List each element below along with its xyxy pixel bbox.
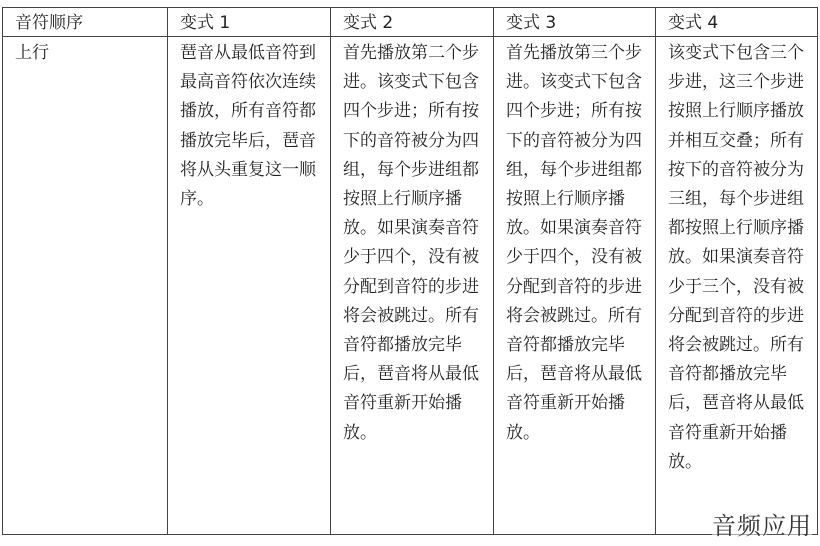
- cell-variant-3-text: 首先播放第三个步进。该变式下包含四个步进；所有按下的音符被分为四组，每个步进组都按照上行顺序播放。如果演奏音符少于四个，没有被分配到音符的步进将会被跳过。所有音符都播放完毕后，琶音将从最低音符重新开始播放。: [506, 43, 642, 443]
- table-header-row: [3, 8, 818, 37]
- cell-variant-2-text: 首先播放第二个步进。该变式下包含四个步进；所有按下的音符被分为四组，每个步进组都按照上行顺序播放。如果演奏音符少于四个，没有被分配到音符的步进将会被跳过。所有音符都播放完毕后，琶音将从最低音符重新开始播放。: [343, 43, 479, 443]
- table-row: [3, 37, 818, 535]
- arpeggio-variants-table: [2, 7, 818, 535]
- header-variant-2: 变式 2: [331, 8, 494, 37]
- cell-variant-1: [168, 37, 331, 535]
- cell-variant-4: [656, 37, 818, 535]
- row-label-text: 上行: [15, 43, 49, 63]
- header-variant-3: 变式 3: [494, 8, 656, 37]
- cell-variant-1-text: 琶音从最低音符到最高音符依次连续播放，所有音符都播放完毕后，琶音将从头重复这一顺序。: [180, 43, 316, 210]
- cell-variant-3: [494, 37, 656, 535]
- header-variant-4: 变式 4: [656, 8, 818, 37]
- header-variant-1: 变式 1: [168, 8, 331, 37]
- header-note-order: 音符顺序: [3, 8, 168, 37]
- cell-variant-4-text: 该变式下包含三个步进，这三个步进按照上行顺序播放并相互交叠；所有按下的音符被分为三组，每个步进组都按照上行顺序播放。如果演奏音符少于三个，没有被分配到音符的步进将会被跳过。所有音符都播放完毕后，琶音将从最低音符重新开始播放。: [668, 43, 804, 472]
- cell-variant-2: [331, 37, 494, 535]
- watermark: 音频应用: [712, 506, 812, 541]
- row-label-ascending: [3, 37, 168, 535]
